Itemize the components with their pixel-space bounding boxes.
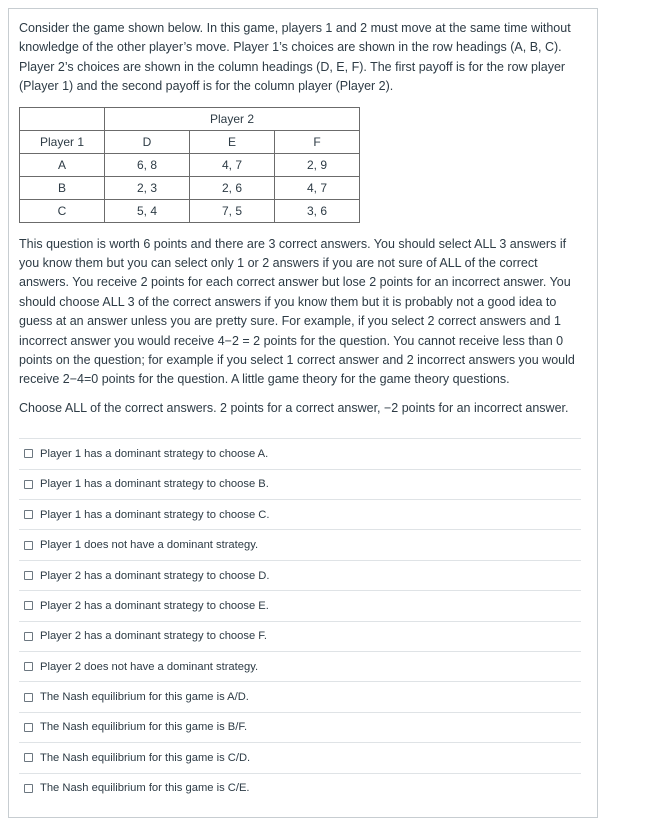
choose-instruction: Choose ALL of the correct answers. 2 points for a correct answer, −2 points for an incorrect answer. <box>19 400 569 415</box>
payoff-cell: 3, 6 <box>275 199 360 222</box>
checkbox[interactable] <box>24 693 33 702</box>
question-intro: Consider the game shown below. In this game, players 1 and 2 must move at the same time without knowledge of the other player’s move. Player 1’s choices are shown in the row headings (A, B, C). Player 2’s choices are shown in the column headings (D, E, F). The first payoff is for the row player (Player 1) and the second payoff is for the column player (Player 2). <box>19 21 571 94</box>
answer-option[interactable] <box>19 773 581 803</box>
payoff-cell: 2, 3 <box>105 176 190 199</box>
answer-option[interactable] <box>19 499 581 529</box>
column-header-f: F <box>275 130 360 153</box>
answer-option[interactable] <box>19 438 581 468</box>
answer-list <box>19 438 581 803</box>
answer-label: The Nash equilibrium for this game is B/F. <box>40 721 248 734</box>
answer-label: Player 2 has a dominant strategy to choose E. <box>40 599 269 612</box>
player1-label: Player 1 <box>20 130 105 153</box>
table-blank-cell <box>275 107 360 130</box>
table-row <box>20 199 360 222</box>
checkbox[interactable] <box>24 662 33 671</box>
table-row <box>20 153 360 176</box>
answer-option[interactable] <box>19 712 581 742</box>
question-card <box>8 8 598 818</box>
column-header-d: D <box>105 130 190 153</box>
player2-label: Player 2 <box>190 107 275 130</box>
answer-label: Player 2 does not have a dominant strategy. <box>40 660 259 673</box>
checkbox[interactable] <box>24 480 33 489</box>
checkbox[interactable] <box>24 571 33 580</box>
answer-label: The Nash equilibrium for this game is C/E. <box>40 782 250 795</box>
checkbox[interactable] <box>24 784 33 793</box>
table-corner-cell <box>20 107 105 130</box>
answer-option[interactable] <box>19 621 581 651</box>
row-header-c: C <box>20 199 105 222</box>
payoff-cell: 7, 5 <box>190 199 275 222</box>
answer-label: Player 2 has a dominant strategy to choose F. <box>40 630 267 643</box>
question-content <box>19 19 581 803</box>
answer-label: The Nash equilibrium for this game is C/D. <box>40 751 251 764</box>
payoff-cell: 5, 4 <box>105 199 190 222</box>
answer-option[interactable] <box>19 529 581 559</box>
payoff-cell: 2, 9 <box>275 153 360 176</box>
answer-label: Player 1 has a dominant strategy to choose C. <box>40 508 270 521</box>
checkbox[interactable] <box>24 541 33 550</box>
checkbox[interactable] <box>24 601 33 610</box>
table-header-row-columns <box>20 130 360 153</box>
payoff-table <box>19 107 360 223</box>
answer-label: Player 2 has a dominant strategy to choose D. <box>40 569 270 582</box>
scoring-instructions: This question is worth 6 points and there are 3 correct answers. You should select ALL 3 answers if you know them but you can select only 1 or 2 answers if you are not sure of ALL of the correct answers. You receive 2 points for each correct answer but lose 2 points for an incorrect answer. You should choose ALL 3 of the correct answers if you know them but it is probably not a good idea to guess at an answer unless you are pretty sure. For example, if you select 2 correct answers and 1 incorrect answer you would receive 4−2 = 2 points for the question. You cannot receive less than 0 points on the question; for example if you select 1 correct answer and 2 incorrect answers you would receive 2−4=0 points for the question. A little game theory for the game theory questions. <box>19 236 575 387</box>
checkbox[interactable] <box>24 723 33 732</box>
payoff-cell: 6, 8 <box>105 153 190 176</box>
answer-label: Player 1 has a dominant strategy to choose A. <box>40 447 269 460</box>
column-header-e: E <box>190 130 275 153</box>
answer-option[interactable] <box>19 560 581 590</box>
payoff-cell: 2, 6 <box>190 176 275 199</box>
checkbox[interactable] <box>24 449 33 458</box>
table-header-row-player2 <box>20 107 360 130</box>
row-header-b: B <box>20 176 105 199</box>
table-blank-cell <box>105 107 190 130</box>
answer-option[interactable] <box>19 681 581 711</box>
payoff-cell: 4, 7 <box>190 153 275 176</box>
row-header-a: A <box>20 153 105 176</box>
answer-option[interactable] <box>19 742 581 772</box>
payoff-cell: 4, 7 <box>275 176 360 199</box>
checkbox[interactable] <box>24 753 33 762</box>
answer-label: The Nash equilibrium for this game is A/D. <box>40 691 249 704</box>
answer-label: Player 1 has a dominant strategy to choose B. <box>40 478 269 491</box>
checkbox[interactable] <box>24 632 33 641</box>
table-row <box>20 176 360 199</box>
checkbox[interactable] <box>24 510 33 519</box>
answer-option[interactable] <box>19 651 581 681</box>
answer-option[interactable] <box>19 590 581 620</box>
answer-label: Player 1 does not have a dominant strategy. <box>40 539 259 552</box>
answer-option[interactable] <box>19 469 581 499</box>
